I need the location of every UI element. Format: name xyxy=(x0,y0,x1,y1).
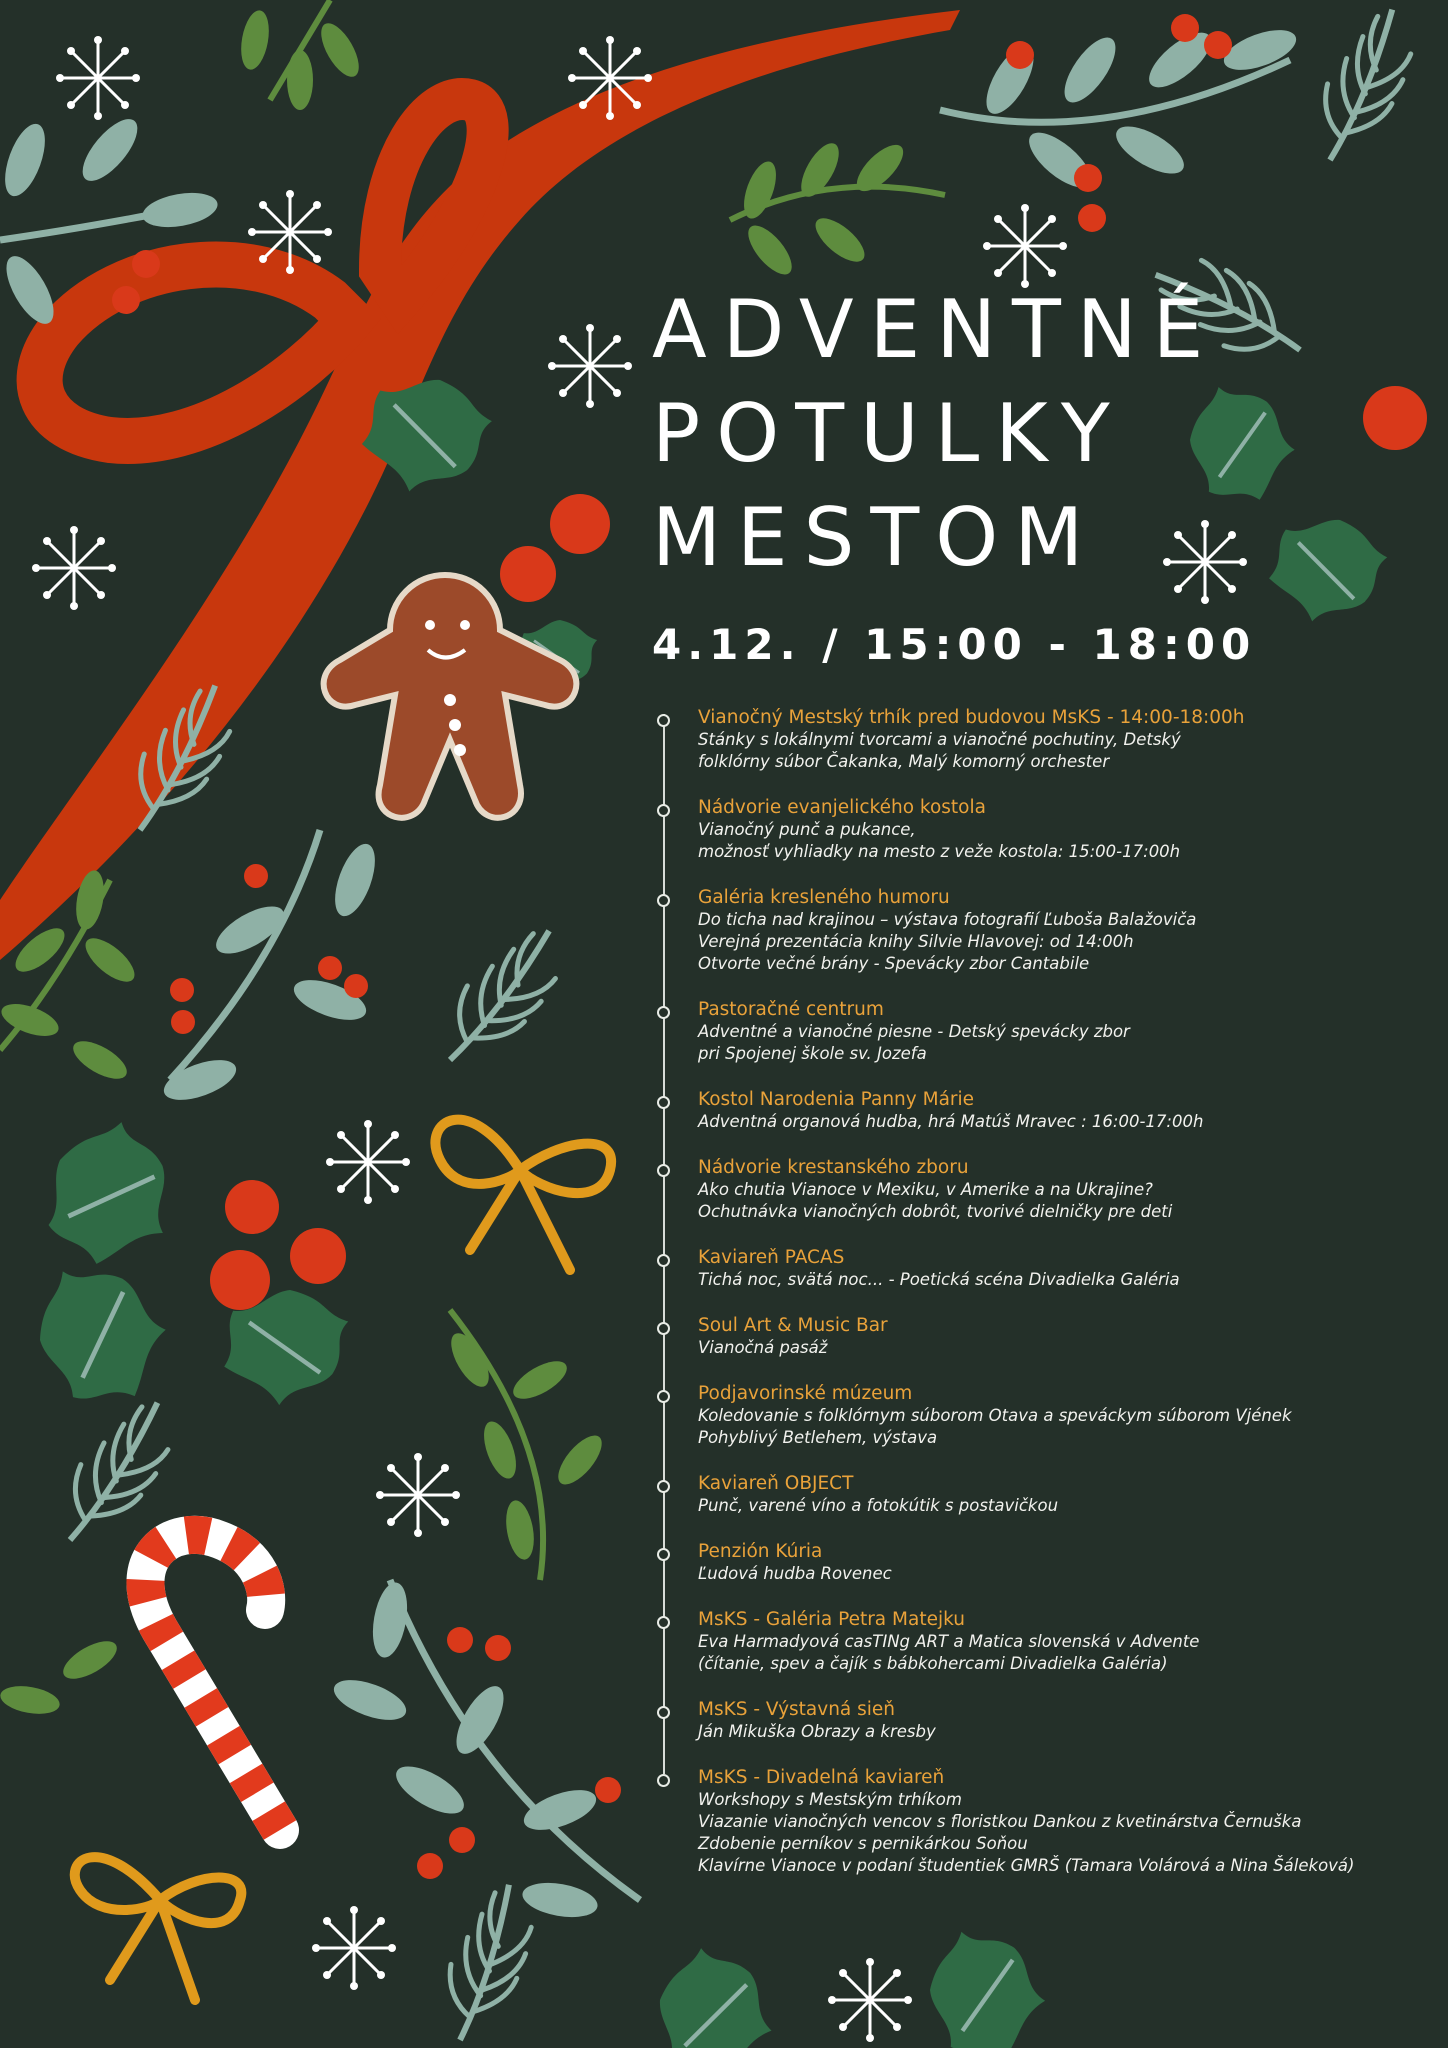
event-description-line: pri Spojenej škole sv. Jozefa xyxy=(698,1044,927,1063)
timeline-dot-icon xyxy=(657,1006,670,1019)
timeline-dot-icon xyxy=(657,1096,670,1109)
timeline-dot-icon xyxy=(657,804,670,817)
event-title: Kaviareň PACAS xyxy=(698,1247,845,1268)
event-description-line: Vianočná pasáž xyxy=(698,1338,828,1357)
event-description-line: Vianočný punč a pukance, xyxy=(698,820,916,839)
event-item xyxy=(698,1472,1438,1517)
event-title: Kostol Narodenia Panny Márie xyxy=(698,1089,975,1110)
poster-title xyxy=(652,278,1219,590)
event-description-line: Do ticha nad krajinou – výstava fotografií Ľuboša Balažoviča xyxy=(698,910,1197,929)
event-description-line: Ochutnávka vianočných dobrôt, tvorivé dielničky pre deti xyxy=(698,1202,1173,1221)
event-title: Vianočný Mestský trhík pred budovou MsKS - 14:00-18:00h xyxy=(698,707,1245,728)
timeline-dot-icon xyxy=(657,1548,670,1561)
event-item xyxy=(698,796,1438,863)
timeline-dot-icon xyxy=(657,1706,670,1719)
event-description-line: možnosť vyhliadky na mesto z veže kostola: 15:00-17:00h xyxy=(698,842,1181,861)
event-item xyxy=(698,1698,1438,1743)
timeline-dot-icon xyxy=(657,1616,670,1629)
event-title: Nádvorie evanjelického kostola xyxy=(698,797,986,818)
event-item xyxy=(698,1088,1438,1133)
event-description-line: Pohyblivý Betlehem, výstava xyxy=(698,1428,938,1447)
event-title: Penzión Kúria xyxy=(698,1541,823,1562)
event-title: MsKS - Galéria Petra Matejku xyxy=(698,1609,965,1630)
candy-cane xyxy=(145,1535,280,1830)
event-title: Nádvorie krestanského zboru xyxy=(698,1157,969,1178)
event-datetime: 4.12. / 15:00 - 18:00 xyxy=(652,620,1257,669)
event-description-line: Tichá noc, svätá noc... - Poetická scéna Divadielka Galéria xyxy=(698,1270,1180,1289)
event-title: Soul Art & Music Bar xyxy=(698,1315,888,1336)
timeline-dot-icon xyxy=(657,1254,670,1267)
event-title: Podjavorinské múzeum xyxy=(698,1383,913,1404)
timeline-dot-icon xyxy=(657,1774,670,1787)
mistletoe-branch xyxy=(329,1580,640,1923)
event-description-line: Stánky s lokálnymi tvorcami a vianočné pochutiny, Detský xyxy=(698,730,1181,749)
event-description-line: Verejná prezentácia knihy Silvie Hlavovej: od 14:00h xyxy=(698,932,1134,951)
event-description-line: Ján Mikuška Obrazy a kresby xyxy=(698,1722,936,1741)
timeline-dot-icon xyxy=(657,894,670,907)
event-title: Kaviareň OBJECT xyxy=(698,1473,854,1494)
timeline-dot-icon xyxy=(657,1164,670,1177)
event-item xyxy=(698,1608,1438,1675)
timeline-dot-icon xyxy=(657,1390,670,1403)
event-description-line: Otvorte večné brány - Spevácky zbor Cantabile xyxy=(698,954,1090,973)
event-item xyxy=(698,1156,1438,1223)
event-description-line: Workshopy s Mestským trhíkom xyxy=(698,1790,962,1809)
mistletoe-branch xyxy=(940,14,1301,232)
event-description-line: Adventná organová hudba, hrá Matúš Mravec : 16:00-17:00h xyxy=(698,1112,1204,1131)
event-item xyxy=(698,1246,1438,1291)
timeline-dot-icon xyxy=(657,714,670,727)
event-description-line: Klavírne Vianoce v podaní študentiek GMRŠ (Tamara Volárová a Nina Šáleková) xyxy=(698,1856,1355,1875)
mistletoe-branch xyxy=(159,830,383,1108)
event-description-line: Punč, varené víno a fotokútik s postavičkou xyxy=(698,1496,1059,1515)
event-description-line: Eva Harmadyová casTINg ART a Matica slovenská v Advente xyxy=(698,1632,1200,1651)
event-item xyxy=(698,886,1438,975)
event-description-line: folklórny súbor Čakanka, Malý komorný orchester xyxy=(698,752,1110,771)
event-item xyxy=(698,1540,1438,1585)
event-title: MsKS - Výstavná sieň xyxy=(698,1699,896,1720)
event-title: Galéria kresleného humoru xyxy=(698,887,950,908)
event-description-line: Ako chutia Vianoce v Mexiku, v Amerike a na Ukrajine? xyxy=(698,1180,1153,1199)
event-description-line: Ľudová hudba Rovenec xyxy=(698,1564,892,1583)
event-item xyxy=(698,998,1438,1065)
timeline-line xyxy=(663,714,665,1774)
title-line: POTULKY xyxy=(652,387,1126,480)
event-description-line: (čítanie, spev a čajík s bábkohercami Divadielka Galéria) xyxy=(698,1654,1168,1673)
event-title: MsKS - Divadelná kaviareň xyxy=(698,1767,945,1788)
event-item xyxy=(698,1314,1438,1359)
event-list xyxy=(698,706,1438,1900)
event-description-line: Koledovanie s folklórnym súborom Otava a speváckym súborom Vjének xyxy=(698,1406,1292,1425)
event-description-line: Viazanie vianočných vencov s floristkou Dankou z kvetinárstva Černuška xyxy=(698,1812,1302,1831)
event-description-line: Adventné a vianočné piesne - Detský spevácky zbor xyxy=(698,1022,1130,1041)
event-item xyxy=(698,1382,1438,1449)
title-line: ADVENTNÉ xyxy=(652,283,1220,376)
gingerbread-man xyxy=(324,575,577,818)
title-line: MESTOM xyxy=(652,491,1100,584)
event-title: Pastoračné centrum xyxy=(698,999,884,1020)
event-item xyxy=(698,1766,1438,1877)
event-description-line: Zdobenie perníkov s pernikárkou Soňou xyxy=(698,1834,1028,1853)
timeline-dot-icon xyxy=(657,1322,670,1335)
timeline-dot-icon xyxy=(657,1480,670,1493)
event-item xyxy=(698,706,1438,773)
